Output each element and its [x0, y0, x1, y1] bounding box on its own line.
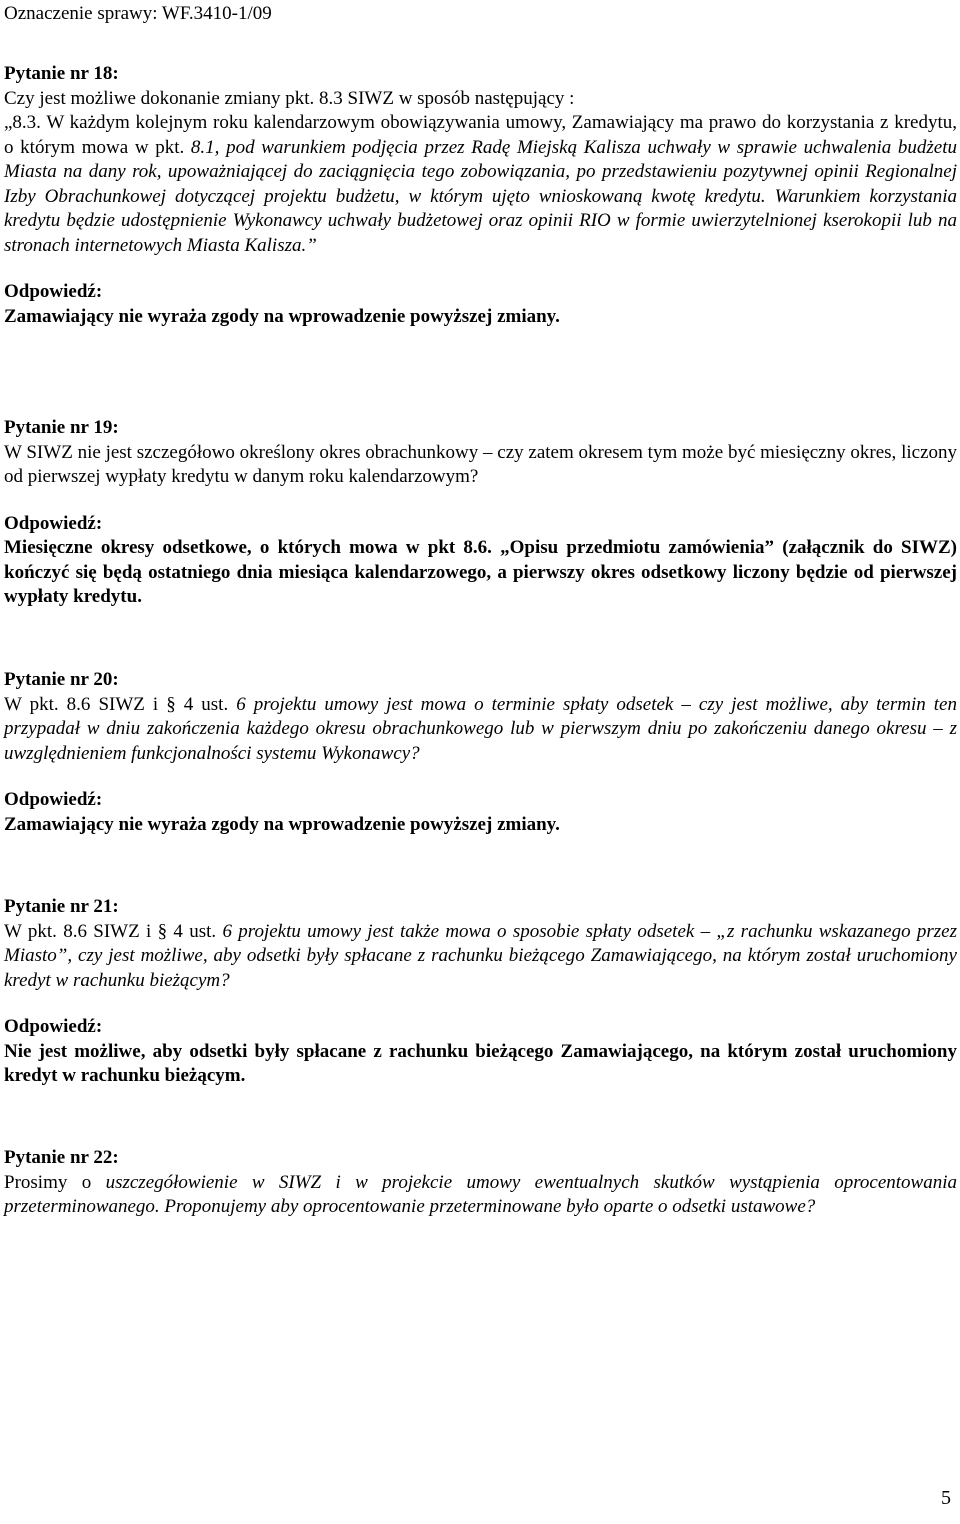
question-block-21 [4, 895, 957, 1089]
question-text-italic: uszczegółowienie w SIWZ i w projekcie umowy ewentualnych skutków wystąpienia oprocentowania przeterminowanego. Proponujemy aby oprocentowanie przeterminowane było oparte o odsetki ustawowe? [4, 1171, 957, 1217]
question-text-upright: Prosimy o [4, 1171, 106, 1193]
answer-label: Odpowiedź: [4, 512, 103, 534]
answer-text: Miesięczne okresy odsetkowe, o których mowa w pkt 8.6. „Opisu przedmiotu zamówienia” (załącznik do SIWZ) kończyć się będą ostatniego dnia miesiąca kalendarzowego, a pierwszy okres odsetkowy liczony będzie od pierwszej wypłaty kredytu. [4, 537, 957, 607]
answer-text: Zamawiający nie wyraża zgody na wprowadzenie powyższej zmiany. [4, 305, 560, 327]
question-heading: Pytanie nr 20: [4, 669, 119, 690]
question-block-18 [4, 62, 957, 329]
question-text [4, 111, 957, 258]
question-block-19 [4, 416, 957, 610]
question-heading: Pytanie nr 22: [4, 1147, 119, 1168]
case-reference: Oznaczenie sprawy: WF.3410-1/09 [4, 3, 272, 24]
question-text-italic: 6 projektu umowy jest mowa o terminie spłaty odsetek – czy jest możliwe, aby termin ten przypadał w dniu zakończenia każdego okresu obrachunkowego lub w pierwszym dniu po zakończeniu danego okresu – z uwzględnieniem funkcjonalności systemu Wykonawcy? [4, 693, 957, 764]
question-text [4, 693, 957, 767]
answer-label: Odpowiedź: [4, 281, 103, 302]
question-heading: Pytanie nr 21: [4, 896, 119, 917]
question-text-italic: 6 projektu umowy jest także mowa o sposobie spłaty odsetek – „z rachunku wskazanego przez Miasto”, czy jest możliwe, aby odsetki były spłacane z rachunku bieżącego Zamawiającego, na którym został uruchomiony kredyt w rachunku bieżącym? [4, 920, 957, 991]
question-text-italic: 8.1, pod warunkiem podjęcia przez Radę Miejską Kalisza uchwały w sprawie uchwalenia budżetu Miasta na dany rok, upoważniającej do zaciągnięcia tego zobowiązania, po przedstawieniu pozytywnej opinii Regionalnej Izby Obrachunkowej dotyczącej projektu budżetu, w którym ujęto wnioskowaną kwotę kredytu. Warunkiem korzystania kredytu będzie udostępnienie Wykonawcy uchwały budżetowej oraz opinii RIO w formie uwierzytelnionej kserokopii lub na stronach internetowych Miasta Kalisza.” [4, 136, 957, 256]
question-block-20 [4, 668, 957, 837]
question-text-upright: W pkt. 8.6 SIWZ i § 4 ust. [4, 693, 237, 715]
answer-label: Odpowiedź: [4, 789, 103, 810]
document-page [4, 0, 957, 1524]
question-text-upright: W pkt. 8.6 SIWZ i § 4 ust. [4, 920, 223, 942]
question-block-22 [4, 1146, 957, 1220]
answer-text: Zamawiający nie wyraża zgody na wprowadzenie powyższej zmiany. [4, 813, 560, 835]
question-text-upright: „8.3. W każdym kolejnym roku kalendarzowym obowiązywania umowy, Zamawiający ma prawo do korzystania z kredytu, o którym mowa w pkt. [4, 112, 957, 158]
answer-label: Odpowiedź: [4, 1016, 103, 1037]
answer-text: Nie jest możliwe, aby odsetki były spłacane z rachunku bieżącego Zamawiającego, na którym został uruchomiony kredyt w rachunku bieżącym. [4, 1040, 957, 1086]
question-heading: Pytanie nr 19: [4, 417, 119, 438]
page-number: 5 [941, 1487, 951, 1509]
question-text [4, 920, 957, 994]
question-intro: Czy jest możliwe dokonanie zmiany pkt. 8.3 SIWZ w sposób następujący : [4, 87, 575, 109]
question-text [4, 1171, 957, 1220]
question-text: W SIWZ nie jest szczegółowo określony okres obrachunkowy – czy zatem okresem tym może być miesięczny okres, liczony od pierwszej wypłaty kredytu w danym roku kalendarzowym? [4, 441, 957, 487]
question-heading: Pytanie nr 18: [4, 63, 119, 84]
